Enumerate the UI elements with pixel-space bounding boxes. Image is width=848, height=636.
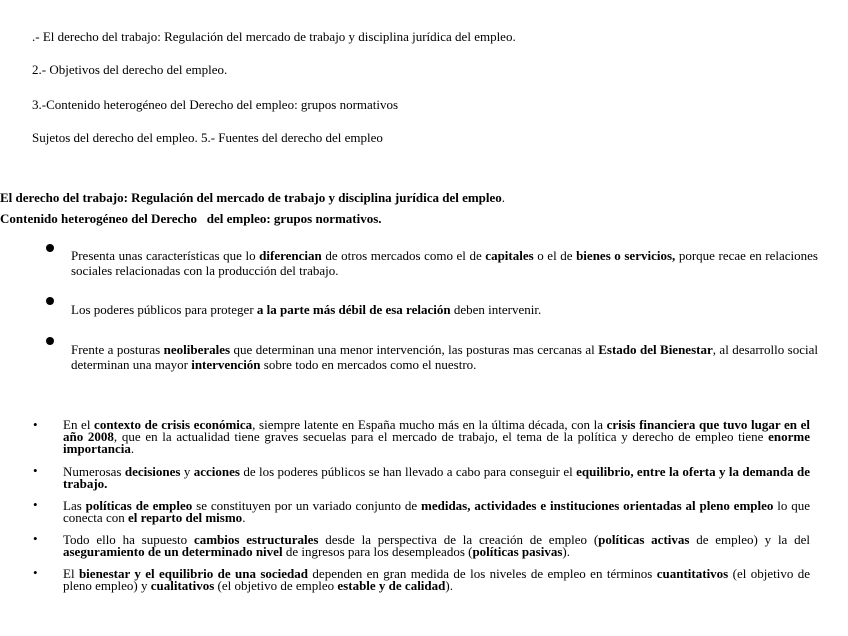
big-bullet-2: Los poderes públicos para proteger a la parte más débil de esa relación deben intervenir. <box>71 302 542 317</box>
big-bullet-dot-1 <box>46 244 54 252</box>
heading-1-end: . <box>501 190 506 205</box>
small-bullet-1: En el contexto de crisis económica, siempre latente en España mucho más en la última década, con la crisis financiera que tuvo lugar en el año 2008, que en la actualidad tiene graves secuelas para el mercado de trabajo, el tema de la política y derecho de empleo tiene enorme importancia. <box>63 417 811 456</box>
index-line-3: 3.-Contenido heterogéneo del Derecho del empleo: grupos normativos <box>32 97 399 112</box>
small-bullet-3: Las políticas de empleo se constituyen por un variado conjunto de medidas, actividades e instituciones orientadas al pleno empleo lo que conecta con el reparto del mismo. <box>63 498 811 525</box>
small-bullet-4: Todo ello ha supuesto cambios estructurales desde la perspectiva de la creación de empleo (políticas activas de empleo) y la del aseguramiento de un determinado nivel de ingresos para los desempleados (políticas pasivas). <box>63 532 810 559</box>
big-bullet-3: Frente a posturas neoliberales que determinan una menor intervención, las posturas mas cercanas al Estado del Bienestar, al desarrollo social determinan una mayor intervención sobre todo en mercados como el nuestro. <box>71 342 818 372</box>
big-bullet-1: Presenta unas características que lo diferencian de otros mercados como el de capitales o el de bienes o servicios, porque recae en relaciones sociales relacionadas con la producción del trabajo. <box>71 248 818 278</box>
small-bullet-dot-1: • <box>33 417 38 432</box>
small-bullet-dot-3: • <box>33 497 38 512</box>
index-line-2: 2.- Objetivos del derecho del empleo. <box>32 62 228 77</box>
heading-1-text: El derecho del trabajo: Regulación del mercado de trabajo y disciplina jurídica del empleo <box>0 190 502 205</box>
small-bullet-dot-4: • <box>33 531 38 546</box>
small-bullet-dot-5: • <box>33 565 38 580</box>
index-line-4: Sujetos del derecho del empleo. 5.- Fuentes del derecho del empleo <box>32 130 383 145</box>
index-line-1: .- El derecho del trabajo: Regulación del mercado de trabajo y disciplina jurídica del empleo. <box>32 29 516 44</box>
big-bullet-dot-3 <box>46 337 54 345</box>
small-bullet-5: El bienestar y el equilibrio de una sociedad dependen en gran medida de los niveles de empleo en términos cuantitativos (el objetivo de pleno empleo) y cualitativos (el objetivo de empleo estable y de calidad). <box>63 566 810 593</box>
heading-2: Contenido heterogéneo del Derecho del empleo: grupos normativos. <box>0 211 382 226</box>
small-bullet-dot-2: • <box>33 463 38 478</box>
big-bullet-dot-2 <box>46 297 54 305</box>
small-bullet-2: Numerosas decisiones y acciones de los poderes públicos se han llevado a cabo para conseguir el equilibrio, entre la oferta y la demanda de trabajo. <box>63 464 810 491</box>
heading-1 <box>0 190 505 206</box>
